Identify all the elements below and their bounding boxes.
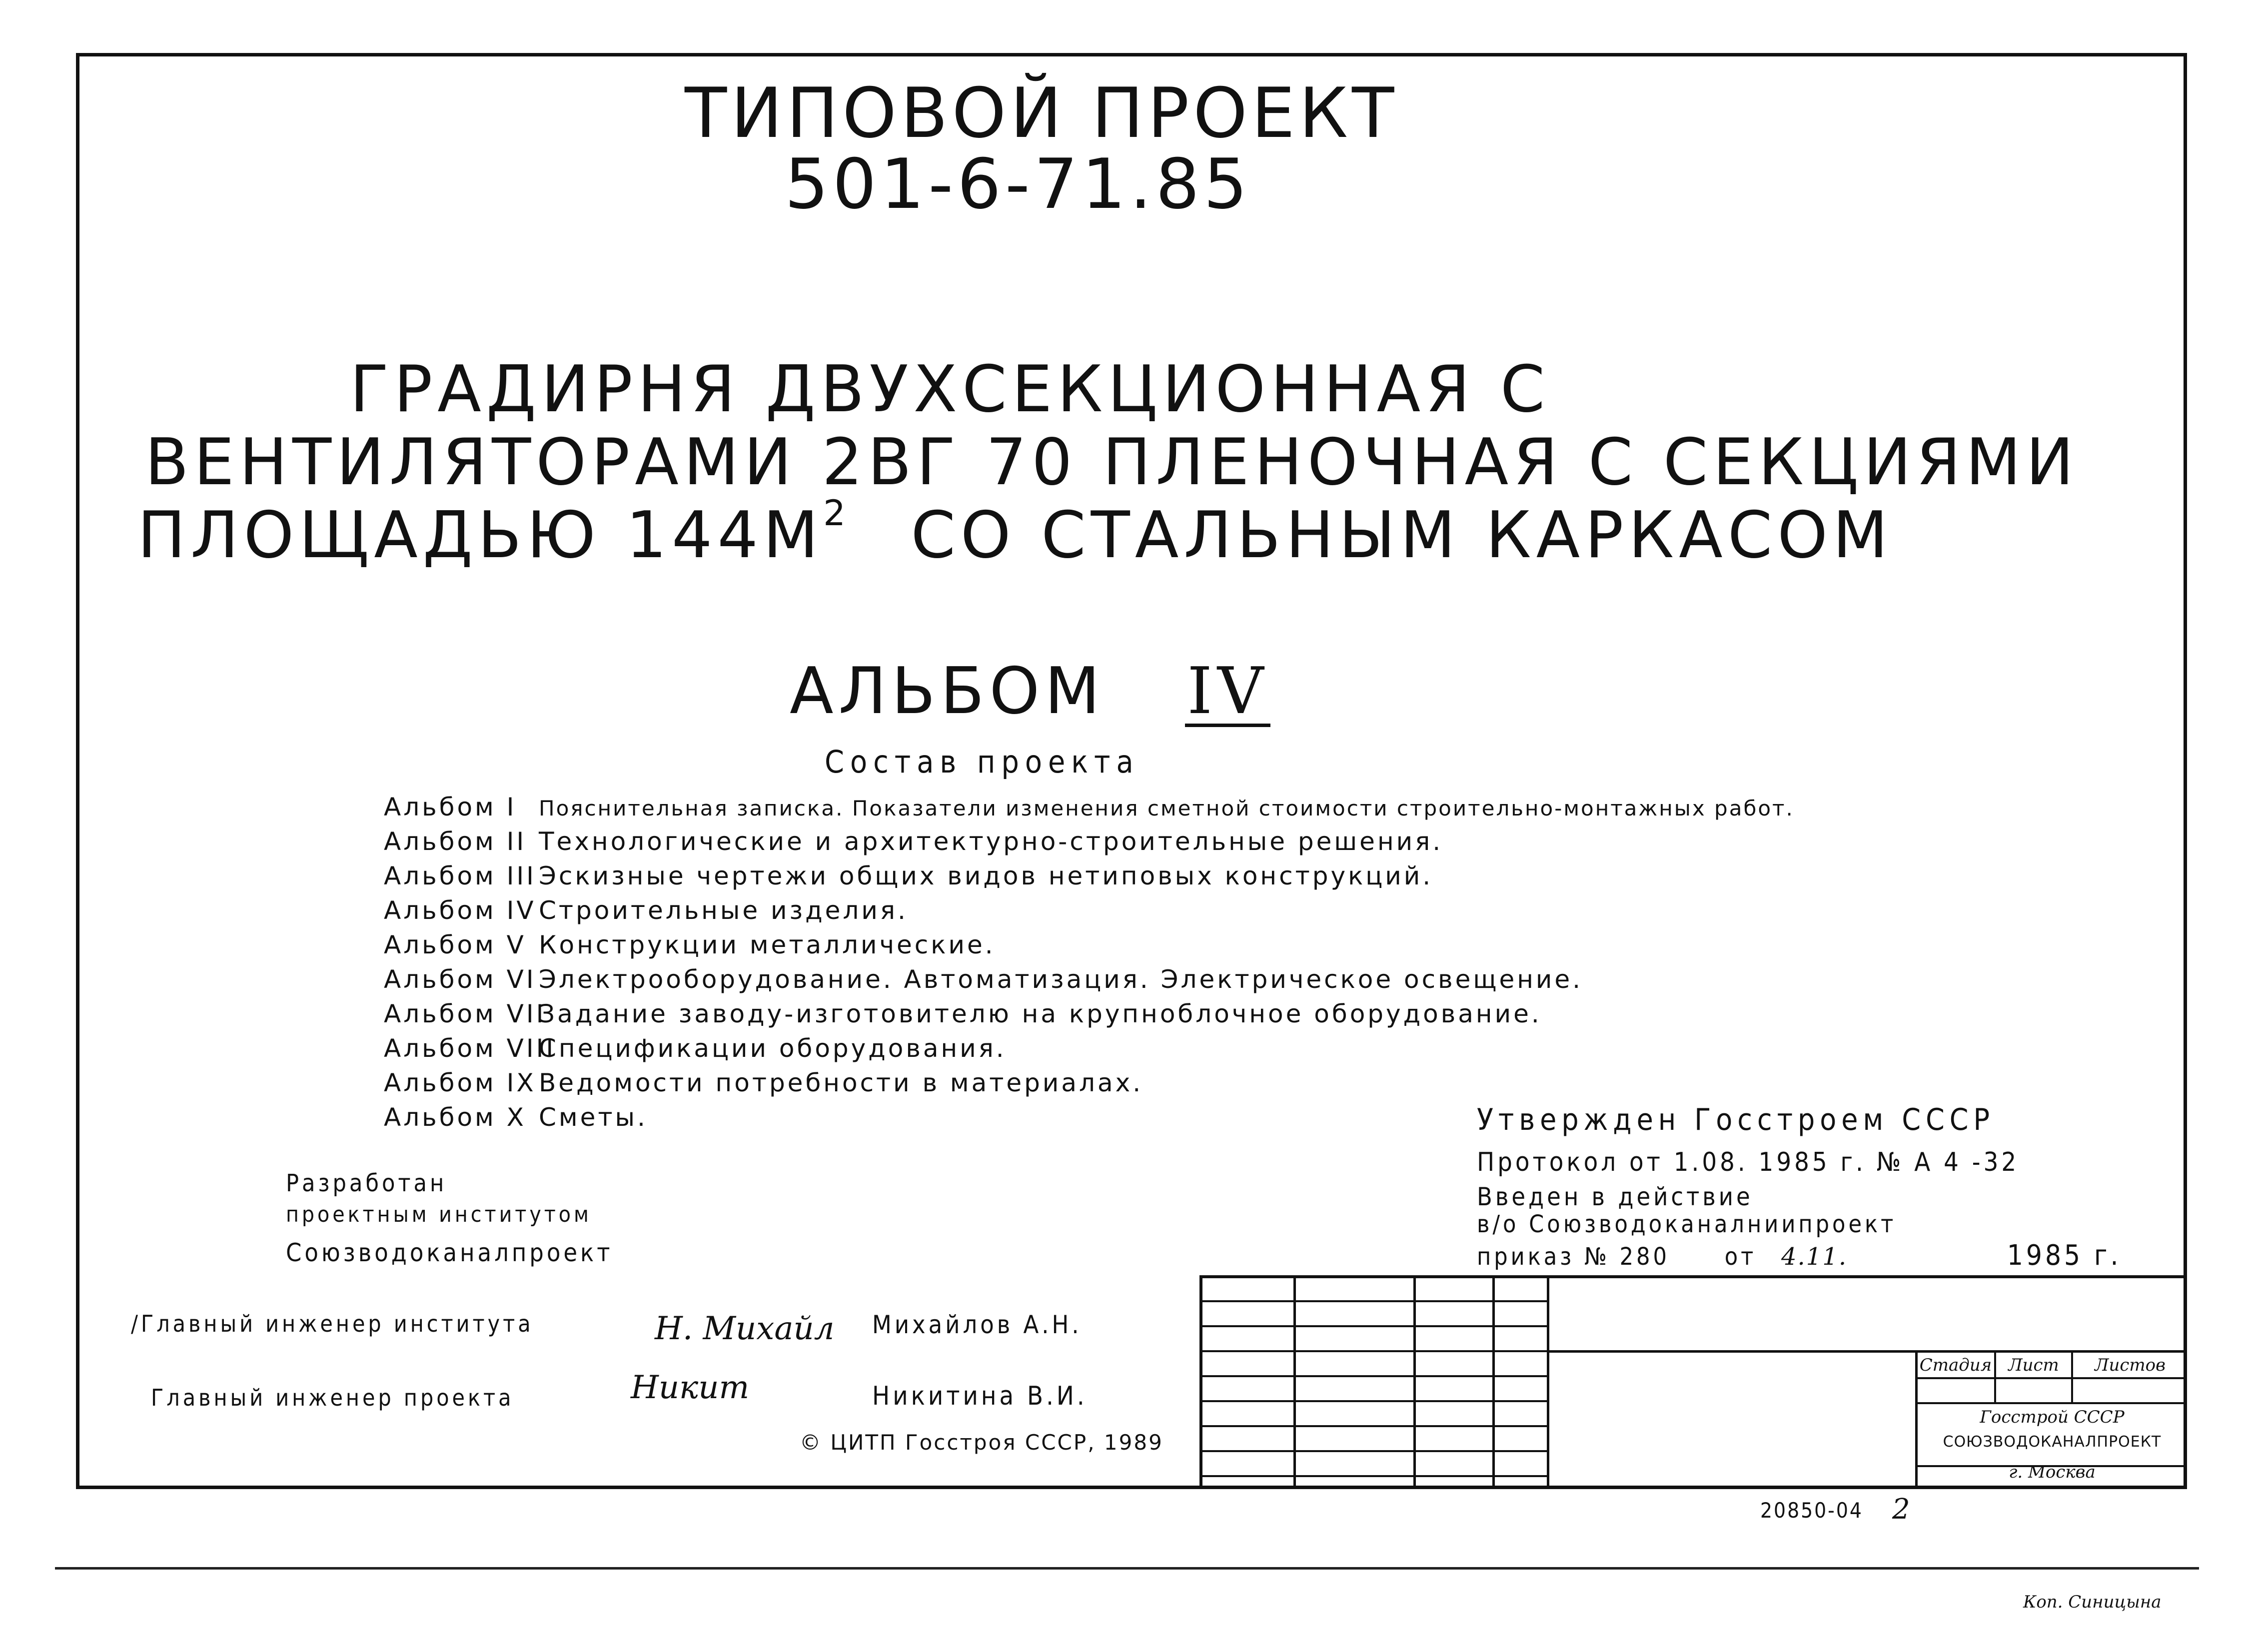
- doc-number: 20850-04: [1760, 1498, 1863, 1523]
- chief-engineer-institute-title: /Главный инженер института: [131, 1310, 534, 1337]
- list-item: Альбом VI Электрооборудование. Автоматизация. Электрическое освещение.: [384, 965, 1583, 994]
- stamp-org-line-2: СОЮЗВОДОКАНАЛПРОЕКТ: [1943, 1433, 2162, 1451]
- list-item: Альбом III Эскизные чертежи общих видов нетиповых конструкций.: [384, 861, 1433, 890]
- name-line-2: ВЕНТИЛЯТОРАМИ 2ВГ 70 ПЛЕНОЧНАЯ С СЕКЦИЯМИ: [145, 425, 2079, 500]
- stamp-org-line-3: г. Москва: [2009, 1462, 2096, 1482]
- order-date: 4.11.: [1781, 1243, 1848, 1271]
- order-number: приказ № 280: [1477, 1243, 1670, 1271]
- list-item: Альбом IX Ведомости потребности в материалах.: [384, 1068, 1143, 1097]
- approval-line-1: Утвержден Госстроем СССР: [1477, 1102, 1995, 1137]
- list-item: Альбом II Технологические и архитектурно-строительные решения.: [384, 827, 1443, 856]
- project-number: 501-6-71.85: [785, 144, 1251, 224]
- approval-line-4: в/о Союзводоканалниипроект: [1477, 1210, 1897, 1238]
- copied-by: Коп. Синицына: [2023, 1592, 2162, 1612]
- order-year: 1985 г.: [2007, 1239, 2122, 1272]
- list-item: Альбом V Конструкции металлические.: [384, 930, 996, 959]
- name-area: ПЛОЩАДЬЮ 144М: [137, 498, 824, 573]
- chief-engineer-institute-name: Михайлов А.Н.: [872, 1310, 1082, 1339]
- developer-line-3: Союзводоканалпроект: [286, 1238, 613, 1267]
- chief-engineer-project-title: Главный инженер проекта: [151, 1384, 514, 1411]
- contents-heading: Состав проекта: [825, 744, 1139, 780]
- stamp-org-line-1: Госстрой СССР: [1980, 1407, 2125, 1427]
- list-item: Альбом I Пояснительная записка. Показатели изменения сметной стоимости строительно-монтажных работ.: [384, 793, 1794, 822]
- chief-engineer-project-name: Никитина В.И.: [872, 1381, 1088, 1411]
- bottom-rule: [55, 1567, 2199, 1570]
- developer-line-2: проектным институтом: [286, 1202, 592, 1227]
- approval-line-5: [1477, 1239, 2122, 1272]
- chief-engineer-project-signature: Никит: [631, 1369, 750, 1406]
- copyright: © ЦИТП Госстроя СССР, 1989: [800, 1430, 1163, 1455]
- album-label: АЛЬБОМ: [790, 654, 1105, 729]
- stamp-sheets-header: Листов: [2095, 1355, 2166, 1375]
- list-item: Альбом VIIЗадание заводу-изготовителю на крупноблочное оборудование.: [384, 999, 1542, 1028]
- approval-line-3: Введен в действие: [1477, 1182, 1753, 1211]
- name-frame-type: СО СТАЛЬНЫМ КАРКАСОМ: [911, 498, 1893, 573]
- name-area-superscript: 2: [823, 493, 851, 534]
- list-item: Альбом X Сметы.: [384, 1103, 648, 1132]
- developer-line-1: Разработан: [286, 1169, 447, 1197]
- list-item: Альбом IV Строительные изделия.: [384, 896, 908, 925]
- project-type-title: ТИПОВОЙ ПРОЕКТ: [685, 73, 1398, 153]
- album-number: IV: [1185, 660, 1270, 727]
- album-heading: [790, 654, 1270, 729]
- order-from: от: [1724, 1243, 1757, 1271]
- approval-line-2: Протокол от 1.08. 1985 г. № А 4 -32: [1477, 1147, 2020, 1177]
- name-line-1: ГРАДИРНЯ ДВУХСЕКЦИОННАЯ С: [350, 352, 1550, 427]
- stamp-sheet-header: Лист: [2008, 1355, 2059, 1375]
- list-item: Альбом VIIIСпецификации оборудования.: [384, 1034, 1007, 1063]
- name-line-3: [137, 493, 1893, 573]
- contents-list: [384, 793, 1794, 1137]
- page-number: 2: [1892, 1493, 1910, 1526]
- stamp-stage-header: Стадия: [1919, 1355, 1992, 1375]
- chief-engineer-institute-signature: Н. Михайл: [655, 1310, 835, 1347]
